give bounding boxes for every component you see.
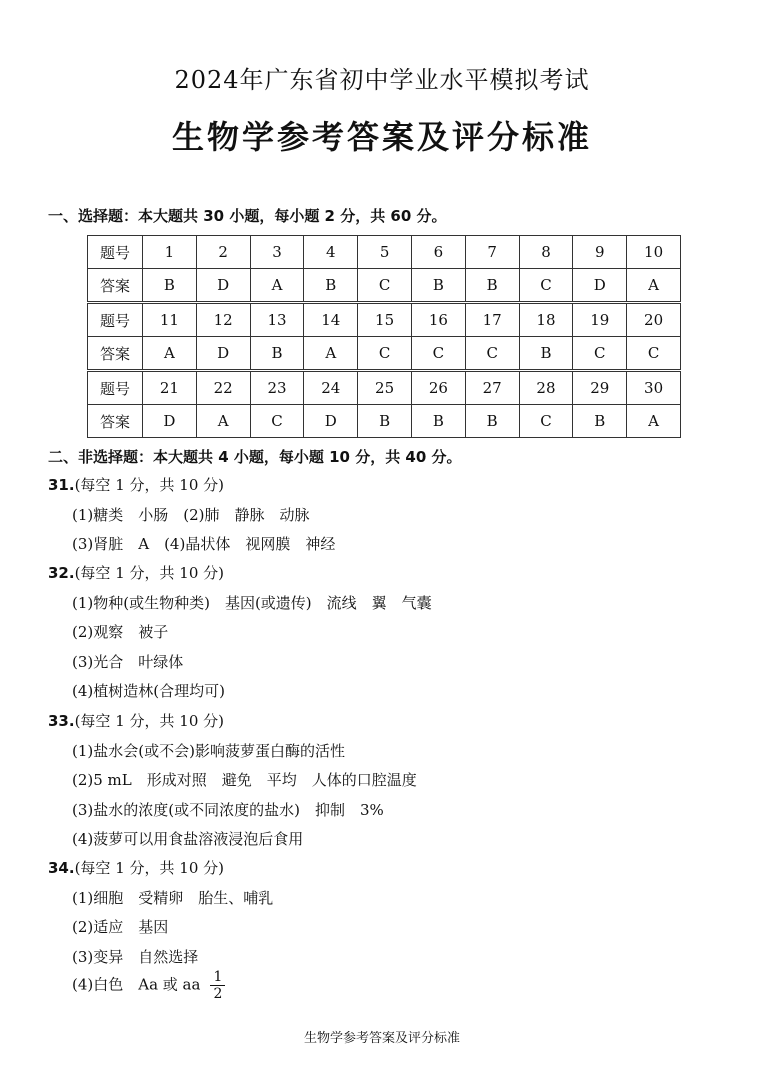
answer-line: (2)观察 被子 [72, 623, 169, 641]
question-number-cell: 18 [519, 303, 573, 337]
question-number-cell: 12 [196, 303, 250, 337]
question-31-header [48, 474, 224, 495]
answer-cell: A [143, 337, 197, 371]
ans-label-cell: 答案 [88, 337, 143, 371]
answer-cell: C [627, 337, 681, 371]
answer-line: (1)盐水会(或不会)影响菠萝蛋白酶的活性 [72, 741, 345, 760]
question-number-cell: 17 [465, 303, 519, 337]
question-number-cell: 21 [143, 371, 197, 405]
answer-row [88, 405, 681, 438]
question-number-cell: 25 [358, 371, 412, 405]
question-number-cell: 5 [358, 236, 412, 269]
question-number: 34. [48, 859, 75, 877]
exam-title: 2024年广东省初中学业水平模拟考试 [174, 66, 590, 94]
answer-line: (4)菠萝可以用食盐溶液浸泡后食用 [72, 830, 304, 848]
answer-cell: B [465, 269, 519, 303]
answer-cell: A [627, 405, 681, 438]
answer-cell: D [143, 405, 197, 438]
num-label-cell: 题号 [88, 371, 143, 405]
answer-cell: D [573, 269, 627, 303]
answer-cell: D [196, 269, 250, 303]
question-number-cell: 28 [519, 371, 573, 405]
answer-cell: C [358, 337, 412, 371]
scoring-note: (每空 1 分，共 10 分) [74, 564, 224, 582]
question-number-cell: 2 [196, 236, 250, 269]
question-number-cell: 7 [465, 236, 519, 269]
question-number: 33. [48, 712, 75, 730]
answer-row [88, 337, 681, 371]
answer-line: (2)5 mL 形成对照 避免 平均 人体的口腔温度 [72, 771, 417, 789]
answer-line: (3)肾脏 A (4)晶状体 视网膜 神经 [72, 535, 336, 553]
answer-cell: B [411, 405, 465, 438]
answer-line: (3)变异 自然选择 [72, 947, 199, 966]
fraction-denominator: 2 [213, 986, 223, 1002]
answer-cell: B [358, 405, 412, 438]
answer-cell: A [196, 405, 250, 438]
answer-cell: C [519, 405, 573, 438]
answer-line: (3)光合 叶绿体 [72, 652, 184, 671]
question-number-row [88, 236, 681, 269]
question-number-cell: 20 [627, 303, 681, 337]
question-number-cell: 1 [143, 236, 197, 269]
question-number-cell: 29 [573, 371, 627, 405]
answer-cell: C [411, 337, 465, 371]
question-34-header [48, 857, 224, 878]
question-number-cell: 15 [358, 303, 412, 337]
answer-cell: D [196, 337, 250, 371]
question-32-header [48, 562, 224, 583]
answer-line [72, 969, 225, 1002]
question-number-cell: 13 [250, 303, 304, 337]
answer-cell: B [573, 405, 627, 438]
section2-heading: 二、非选择题：本大题共 4 小题，每小题 10 分，共 40 分。 [48, 448, 462, 466]
answer-cell: A [627, 269, 681, 303]
question-number-cell: 23 [250, 371, 304, 405]
answer-line: (4)植树造林(合理均可) [72, 682, 225, 700]
answer-cell: D [304, 405, 358, 438]
answer-cell: C [465, 337, 519, 371]
answer-cell: B [304, 269, 358, 303]
ans-label-cell: 答案 [88, 405, 143, 438]
answer-cell: A [250, 269, 304, 303]
question-number-row [88, 371, 681, 405]
question-number-cell: 19 [573, 303, 627, 337]
answer-cell: B [519, 337, 573, 371]
answer-cell: B [411, 269, 465, 303]
answer-cell: C [519, 269, 573, 303]
question-number-cell: 30 [627, 371, 681, 405]
question-number-row [88, 303, 681, 337]
num-label-cell: 题号 [88, 303, 143, 337]
question-number-cell: 24 [304, 371, 358, 405]
question-number: 32. [48, 564, 75, 582]
question-number-cell: 26 [411, 371, 465, 405]
answer-cell: B [465, 405, 519, 438]
answer-text: (4)白色 Aa 或 aa [72, 975, 201, 994]
question-number: 31. [48, 476, 75, 494]
question-number-cell: 22 [196, 371, 250, 405]
question-number-cell: 27 [465, 371, 519, 405]
question-number-cell: 14 [304, 303, 358, 337]
question-number-cell: 4 [304, 236, 358, 269]
answer-cell: B [250, 337, 304, 371]
question-number-cell: 3 [250, 236, 304, 269]
answer-line: (1)细胞 受精卵 胎生、哺乳 [72, 888, 274, 907]
answer-row [88, 269, 681, 303]
question-number-cell: 6 [411, 236, 465, 269]
section1-heading: 一、选择题：本大题共 30 小题，每小题 2 分，共 60 分。 [48, 207, 447, 225]
answer-cell: C [358, 269, 412, 303]
question-number-cell: 9 [573, 236, 627, 269]
answer-cell: C [250, 405, 304, 438]
question-number-cell: 10 [627, 236, 681, 269]
fraction [210, 969, 225, 1002]
scoring-note: (每空 1 分，共 10 分) [74, 712, 224, 730]
answer-line: (1)物种(或生物种类) 基因(或遗传) 流线 翼 气囊 [72, 593, 432, 612]
answer-cell: B [143, 269, 197, 303]
scoring-note: (每空 1 分，共 10 分) [74, 859, 224, 877]
answer-cell: A [304, 337, 358, 371]
answer-line: (1)糖类 小肠 (2)肺 静脉 动脉 [72, 505, 310, 524]
question-number-cell: 8 [519, 236, 573, 269]
page-footer: 生物学参考答案及评分标准 [303, 1031, 460, 1046]
num-label-cell: 题号 [88, 236, 143, 269]
document-title: 生物学参考答案及评分标准 [171, 118, 592, 156]
scoring-note: (每空 1 分，共 10 分) [74, 476, 224, 494]
answer-line: (3)盐水的浓度(或不同浓度的盐水) 抑制 3% [72, 800, 384, 819]
question-number-cell: 11 [143, 303, 197, 337]
question-33-header [48, 710, 224, 731]
fraction-numerator: 1 [210, 969, 225, 986]
answer-line: (2)适应 基因 [72, 918, 169, 936]
ans-label-cell: 答案 [88, 269, 143, 303]
question-number-cell: 16 [411, 303, 465, 337]
answer-cell: C [573, 337, 627, 371]
answer-table [87, 235, 681, 438]
